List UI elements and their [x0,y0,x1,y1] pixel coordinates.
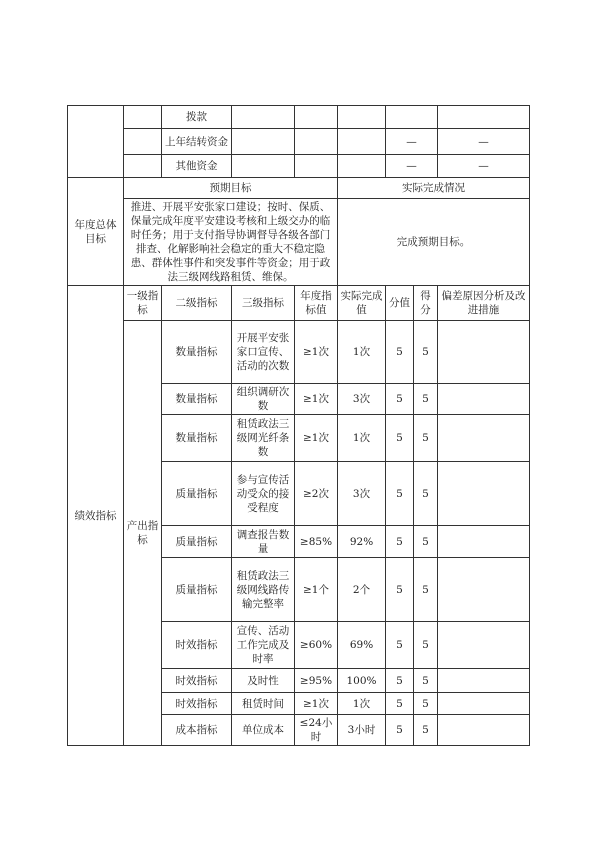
expected-goal-text: 推进、开展平安张家口建设；按时、保质、保量完成年度平安建设考核和上级交办的临时任务；用于支付指导协调督导各级各部门排查、化解影响社会稳定的重大不稳定隐患、群体性事件和突发事件等资金；用于政法三级网线路租赁、维保。 [124,199,338,286]
level3-cell: 组织调研次数 [232,384,295,415]
level1-output-indicator: 产出指标 [124,321,162,746]
note-cell [438,462,530,526]
score-cell: 5 [386,715,414,746]
blank-cell [124,106,162,129]
header-actual-value: 实际完成值 [338,286,386,321]
funding-value [438,106,530,129]
level2-cell: 数量指标 [162,384,232,415]
target-cell: ≥95% [295,669,338,693]
target-cell: ≥85% [295,526,338,558]
blank-cell [124,155,162,178]
funding-row [68,129,530,155]
actual-cell: 2个 [338,558,386,622]
level3-cell: 单位成本 [232,715,295,746]
actual-completion-text: 完成预期目标。 [338,199,530,286]
header-level3: 三级指标 [232,286,295,321]
target-cell: ≥1次 [295,415,338,462]
score-cell: 5 [386,669,414,693]
score-cell: 5 [386,622,414,669]
header-deviation: 偏差原因分析及改进措施 [438,286,530,321]
expected-goal-header: 预期目标 [124,178,338,199]
got-cell: 5 [414,693,438,715]
target-cell: ≥60% [295,622,338,669]
level2-cell: 质量指标 [162,462,232,526]
target-cell: ≥1次 [295,384,338,415]
funding-value: — [438,129,530,155]
target-cell: ≥1次 [295,321,338,384]
actual-cell: 100% [338,669,386,693]
actual-completion-header: 实际完成情况 [338,178,530,199]
funding-value: — [386,155,438,178]
target-cell: ≥1个 [295,558,338,622]
blank-cell [124,129,162,155]
indicator-row [68,321,530,384]
level3-cell: 租赁政法三级网光纤条数 [232,415,295,462]
got-cell: 5 [414,622,438,669]
funding-blank-cell [68,106,124,178]
funding-label: 拨款 [162,106,232,129]
level2-cell: 时效指标 [162,622,232,669]
header-score: 分值 [386,286,414,321]
blank-cell [232,129,295,155]
actual-cell: 3次 [338,462,386,526]
blank-cell [295,129,338,155]
got-cell: 5 [414,321,438,384]
performance-table [67,105,530,746]
note-cell [438,526,530,558]
actual-cell: 92% [338,526,386,558]
level3-cell: 租赁时间 [232,693,295,715]
overall-content-row [68,199,530,286]
target-cell: ≤24小时 [295,715,338,746]
level2-cell: 质量指标 [162,526,232,558]
funding-value: — [386,129,438,155]
funding-row [68,155,530,178]
level3-cell: 开展平安张家口宣传、活动的次数 [232,321,295,384]
score-cell: 5 [386,321,414,384]
level2-cell: 数量指标 [162,415,232,462]
score-cell: 5 [386,384,414,415]
blank-cell [295,155,338,178]
level3-cell: 及时性 [232,669,295,693]
funding-value: — [438,155,530,178]
level2-cell: 数量指标 [162,321,232,384]
blank-cell [338,106,386,129]
score-cell: 5 [386,693,414,715]
blank-cell [232,155,295,178]
got-cell: 5 [414,715,438,746]
funding-row [68,106,530,129]
level3-cell: 宣传、活动工作完成及时率 [232,622,295,669]
actual-cell: 1次 [338,321,386,384]
funding-label: 上年结转资金 [162,129,232,155]
score-cell: 5 [386,462,414,526]
funding-value [386,106,438,129]
blank-cell [232,106,295,129]
note-cell [438,321,530,384]
blank-cell [338,155,386,178]
note-cell [438,384,530,415]
header-level1: 一级指标 [124,286,162,321]
score-cell: 5 [386,526,414,558]
performance-indicator-label: 绩效指标 [68,286,124,746]
actual-cell: 69% [338,622,386,669]
level3-cell: 参与宣传活动受众的接受程度 [232,462,295,526]
note-cell [438,669,530,693]
overall-header-row [68,178,530,199]
got-cell: 5 [414,669,438,693]
note-cell [438,415,530,462]
note-cell [438,693,530,715]
note-cell [438,558,530,622]
funding-label: 其他资金 [162,155,232,178]
level2-cell: 时效指标 [162,693,232,715]
level3-cell: 租赁政法三级网线路传输完整率 [232,558,295,622]
header-annual-target: 年度指标值 [295,286,338,321]
overall-goal-label: 年度总体目标 [68,178,124,286]
level3-cell: 调查报告数量 [232,526,295,558]
header-level2: 二级指标 [162,286,232,321]
got-cell: 5 [414,384,438,415]
level2-cell: 成本指标 [162,715,232,746]
actual-cell: 1次 [338,415,386,462]
got-cell: 5 [414,558,438,622]
got-cell: 5 [414,415,438,462]
note-cell [438,622,530,669]
actual-cell: 1次 [338,693,386,715]
score-cell: 5 [386,415,414,462]
actual-cell: 3次 [338,384,386,415]
blank-cell [295,106,338,129]
target-cell: ≥2次 [295,462,338,526]
got-cell: 5 [414,462,438,526]
indicator-header-row [68,286,530,321]
header-got: 得分 [414,286,438,321]
actual-cell: 3小时 [338,715,386,746]
note-cell [438,715,530,746]
level2-cell: 时效指标 [162,669,232,693]
score-cell: 5 [386,558,414,622]
target-cell: ≥1次 [295,693,338,715]
got-cell: 5 [414,526,438,558]
level2-cell: 质量指标 [162,558,232,622]
blank-cell [338,129,386,155]
